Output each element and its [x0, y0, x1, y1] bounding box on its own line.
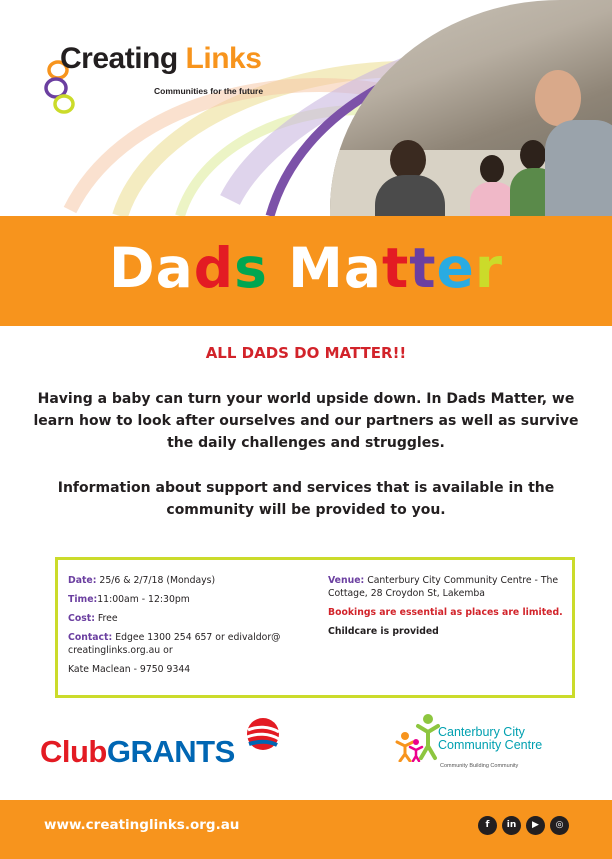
- community-people-icon: [392, 712, 440, 762]
- instagram-icon[interactable]: ◎: [550, 816, 569, 835]
- title-letter: [268, 236, 288, 300]
- cost-value: Free: [94, 613, 118, 624]
- venue-label: Venue:: [328, 575, 365, 586]
- time-row: [68, 593, 304, 606]
- title-letter: a: [155, 236, 194, 300]
- venue-row: [328, 574, 568, 600]
- cost-row: [68, 612, 304, 625]
- title-letter: a: [343, 236, 382, 300]
- title-letter: s: [234, 236, 268, 300]
- photo-person: [535, 70, 581, 126]
- cccc-name: Canterbury City Community Centre: [438, 725, 543, 752]
- hero-banner: [0, 0, 612, 216]
- photo-person: [545, 120, 612, 216]
- linkedin-icon[interactable]: in: [502, 816, 521, 835]
- contact-row: [68, 631, 304, 657]
- footer-bar: [0, 800, 612, 859]
- social-icons: [478, 816, 569, 835]
- contact-label: Contact:: [68, 632, 113, 643]
- clubgrants-logo: [40, 716, 285, 776]
- info-paragraph: Information about support and services that is available in the community will be provided to you.: [57, 480, 555, 518]
- title-letter: r: [474, 236, 503, 300]
- photo-person: [480, 155, 504, 183]
- canterbury-community-centre-logo: [392, 712, 562, 774]
- headline: ALL DADS DO MATTER!!: [205, 344, 407, 362]
- title-letter: t: [381, 236, 410, 300]
- page-title: [0, 236, 612, 300]
- time-label: Time:: [68, 594, 98, 605]
- time-value: 11:00am - 12:30pm: [97, 594, 190, 605]
- logo-tagline: Communities for the future: [154, 86, 264, 96]
- date-label: Date:: [68, 575, 97, 586]
- contact-value: Edgee 1300 254 657 or edivaldor@ creatinglinks.org.au or: [68, 632, 281, 656]
- logo-wordmark: Creating Links: [60, 42, 262, 75]
- cccc-tagline: Community Building Community: [440, 763, 519, 769]
- childcare-note: Childcare is provided: [328, 626, 439, 637]
- cost-label: Cost:: [68, 613, 95, 624]
- photo-person: [390, 140, 426, 180]
- event-details-box: [55, 557, 575, 698]
- details-right-column: [328, 574, 568, 644]
- youtube-icon[interactable]: ▶: [526, 816, 545, 835]
- photo-person: [520, 140, 546, 170]
- date-value: 25/6 & 2/7/18 (Mondays): [96, 575, 216, 586]
- date-row: [68, 574, 304, 587]
- intro-paragraph: Having a baby can turn your world upside down. In Dads Matter, we learn how to look after ourselves and our partners as well as survive the daily challenges and struggles.: [33, 391, 579, 451]
- title-letter: t: [409, 236, 437, 300]
- website-link[interactable]: www.creatinglinks.org.au: [44, 817, 240, 833]
- title-letter: d: [193, 236, 235, 300]
- contact-extra: Kate Maclean - 9750 9344: [68, 664, 191, 675]
- details-left-column: [68, 574, 304, 682]
- facebook-icon[interactable]: f: [478, 816, 497, 835]
- title-letter: M: [288, 236, 344, 300]
- creating-links-logo: [44, 42, 304, 122]
- bookings-note: Bookings are essential as places are limited.: [328, 607, 563, 618]
- clubgrants-wordmark: ClubGRANTS: [40, 734, 235, 769]
- title-letter: D: [109, 236, 156, 300]
- title-band: [0, 216, 612, 326]
- venue-value: Canterbury City Community Centre - The Cottage, 28 Croydon St, Lakemba: [328, 575, 559, 599]
- clubgrants-ball-icon: [245, 716, 281, 758]
- title-letter: e: [436, 236, 475, 300]
